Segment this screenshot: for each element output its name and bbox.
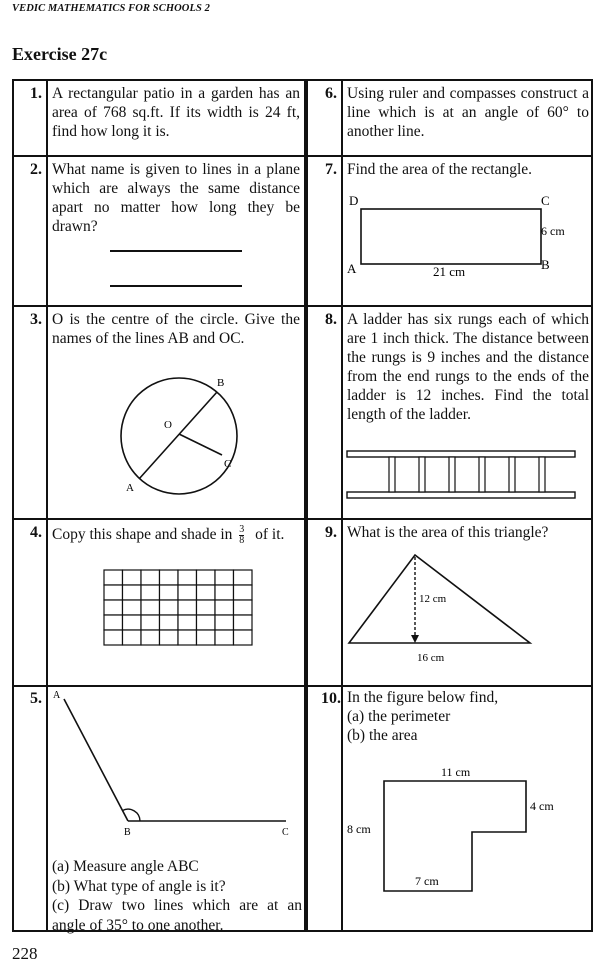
answer-line [110, 285, 242, 287]
question-parts [52, 857, 302, 935]
grid-cell [141, 615, 160, 630]
rectangle-figure [343, 181, 591, 281]
ladder-rail-top [347, 451, 575, 457]
ladder-rung [419, 457, 425, 492]
grid-cell [123, 600, 142, 615]
base-label: 16 cm [417, 652, 445, 664]
vertex-label-c: C [541, 193, 550, 208]
grid-cell [160, 585, 179, 600]
question-part: (b) the area [347, 727, 418, 744]
grid-cell [215, 570, 234, 585]
answer-line [110, 250, 242, 252]
ladder-rung [389, 457, 395, 492]
number-column-divider-left [46, 81, 48, 930]
grid-cell [197, 630, 216, 645]
question-number: 2. [30, 161, 42, 178]
ladder-rung [479, 457, 485, 492]
grid-cell [178, 570, 197, 585]
ladder-figure [345, 449, 580, 503]
grid-cell [123, 615, 142, 630]
width-label: 21 cm [433, 264, 466, 279]
question-number: 5. [30, 690, 42, 707]
question-number: 3. [30, 311, 42, 328]
question-text [347, 688, 589, 745]
question-part: (c) Draw two lines which are at an angle of 35° to one another. [52, 897, 302, 934]
ladder-rungs [389, 457, 545, 492]
question-text: What is the area of this triangle? [347, 524, 549, 541]
grid-cell [215, 615, 234, 630]
fraction-numerator: 3 [239, 524, 245, 535]
l-shape [384, 781, 526, 891]
grid-shape [103, 569, 255, 647]
question-number: 4. [30, 524, 42, 541]
grid-cell [141, 570, 160, 585]
grid-cells [104, 570, 252, 645]
grid-cell [160, 570, 179, 585]
question-text-part: Copy this shape and shade in [52, 526, 233, 544]
grid-cell [234, 615, 253, 630]
row-divider-4 [14, 685, 591, 687]
rectangle-shape [361, 209, 541, 264]
point-label-b: B [217, 377, 225, 389]
chord-ab [139, 392, 217, 479]
question-number: 8. [325, 311, 337, 328]
question-number: 7. [325, 161, 337, 178]
question-text: O is the centre of the circle. Give the names of the lines AB and OC. [52, 311, 300, 347]
question-text: What name is given to lines in a plane which are always the same distance apart no matter how long they be drawn? [52, 161, 300, 235]
question-text: A rectangular patio in a garden has an area of 768 sq.ft. If its width is 24 ft, find how long it is. [52, 85, 300, 140]
grid-cell [104, 585, 123, 600]
center-column-divider [304, 81, 308, 930]
vertex-label-d: D [349, 193, 359, 208]
ladder-rung [449, 457, 455, 492]
angle-figure [50, 689, 302, 839]
grid-cell [104, 630, 123, 645]
grid-cell [160, 630, 179, 645]
question-text: Find the area of the rectangle. [347, 161, 533, 178]
grid-cell [178, 600, 197, 615]
exercise-title: Exercise 27c [12, 44, 108, 64]
grid-cell [178, 585, 197, 600]
row-divider-1 [14, 155, 591, 157]
grid-cell [160, 600, 179, 615]
triangle-figure [343, 551, 591, 675]
grid-cell [123, 570, 142, 585]
height-label: 6 cm [541, 224, 565, 238]
point-label-b: B [124, 827, 131, 838]
question-text [52, 525, 300, 546]
ladder-rung [509, 457, 515, 492]
point-label-c: C [282, 827, 289, 838]
ladder-rung [539, 457, 545, 492]
bottom-side-label: 7 cm [415, 874, 439, 888]
circle-figure [114, 371, 244, 511]
question-text: Using ruler and compasses construct a line which is at an angle of 60° to another line. [347, 85, 589, 140]
grid-cell [197, 570, 216, 585]
grid-cell [104, 600, 123, 615]
question-part: (a) the perimeter [347, 708, 451, 725]
grid-cell [234, 630, 253, 645]
question-text-part: of it. [255, 526, 285, 544]
grid-cell [197, 615, 216, 630]
question-number: 9. [325, 524, 337, 541]
question-number: 1. [30, 85, 42, 102]
grid-cell [141, 600, 160, 615]
grid-cell [160, 615, 179, 630]
grid-cell [178, 630, 197, 645]
exercise-grid [12, 79, 593, 932]
grid-cell [141, 585, 160, 600]
grid-cell [215, 600, 234, 615]
radius-oc [179, 434, 222, 455]
height-label: 12 cm [419, 593, 447, 605]
point-label-a: A [126, 482, 134, 494]
grid-cell [123, 585, 142, 600]
question-intro: In the figure below find, [347, 689, 499, 706]
fraction [239, 525, 244, 546]
ray-ba [64, 699, 128, 821]
point-label-c: C [224, 458, 232, 470]
question-number: 6. [325, 85, 337, 102]
grid-cell [197, 585, 216, 600]
right-side-label: 4 cm [530, 799, 554, 813]
grid-cell [215, 585, 234, 600]
l-shape-figure [343, 761, 591, 911]
running-head: VEDIC MATHEMATICS FOR SCHOOLS 2 [12, 3, 210, 14]
vertex-label-b: B [541, 257, 550, 272]
point-label-a: A [53, 690, 61, 701]
top-side-label: 11 cm [441, 765, 471, 779]
grid-cell [234, 585, 253, 600]
question-part: (b) What type of angle is it? [52, 877, 226, 895]
row-divider-3 [14, 518, 591, 520]
circle [121, 378, 237, 494]
left-side-label: 8 cm [347, 822, 371, 836]
grid-cell [123, 630, 142, 645]
grid-cell [215, 630, 234, 645]
vertex-label-a: A [347, 261, 357, 276]
question-number: 10. [321, 690, 341, 707]
point-label-o: O [164, 419, 172, 431]
grid-cell [234, 600, 253, 615]
page-number: 228 [12, 944, 38, 963]
grid-cell [104, 570, 123, 585]
row-divider-2 [14, 305, 591, 307]
fraction-denominator: 8 [239, 535, 245, 546]
grid-cell [234, 570, 253, 585]
ladder-rail-bottom [347, 492, 575, 498]
question-part: (a) Measure angle ABC [52, 858, 199, 875]
grid-cell [197, 600, 216, 615]
height-arrowhead [411, 635, 419, 643]
grid-cell [141, 630, 160, 645]
grid-cell [104, 615, 123, 630]
grid-cell [178, 615, 197, 630]
question-text: A ladder has six rungs each of which are 1 inch thick. The distance between the rungs is 9 inches and the distance from the end rungs to the ends of the ladder is 12 inches. Find the total length of the ladder. [347, 311, 589, 423]
